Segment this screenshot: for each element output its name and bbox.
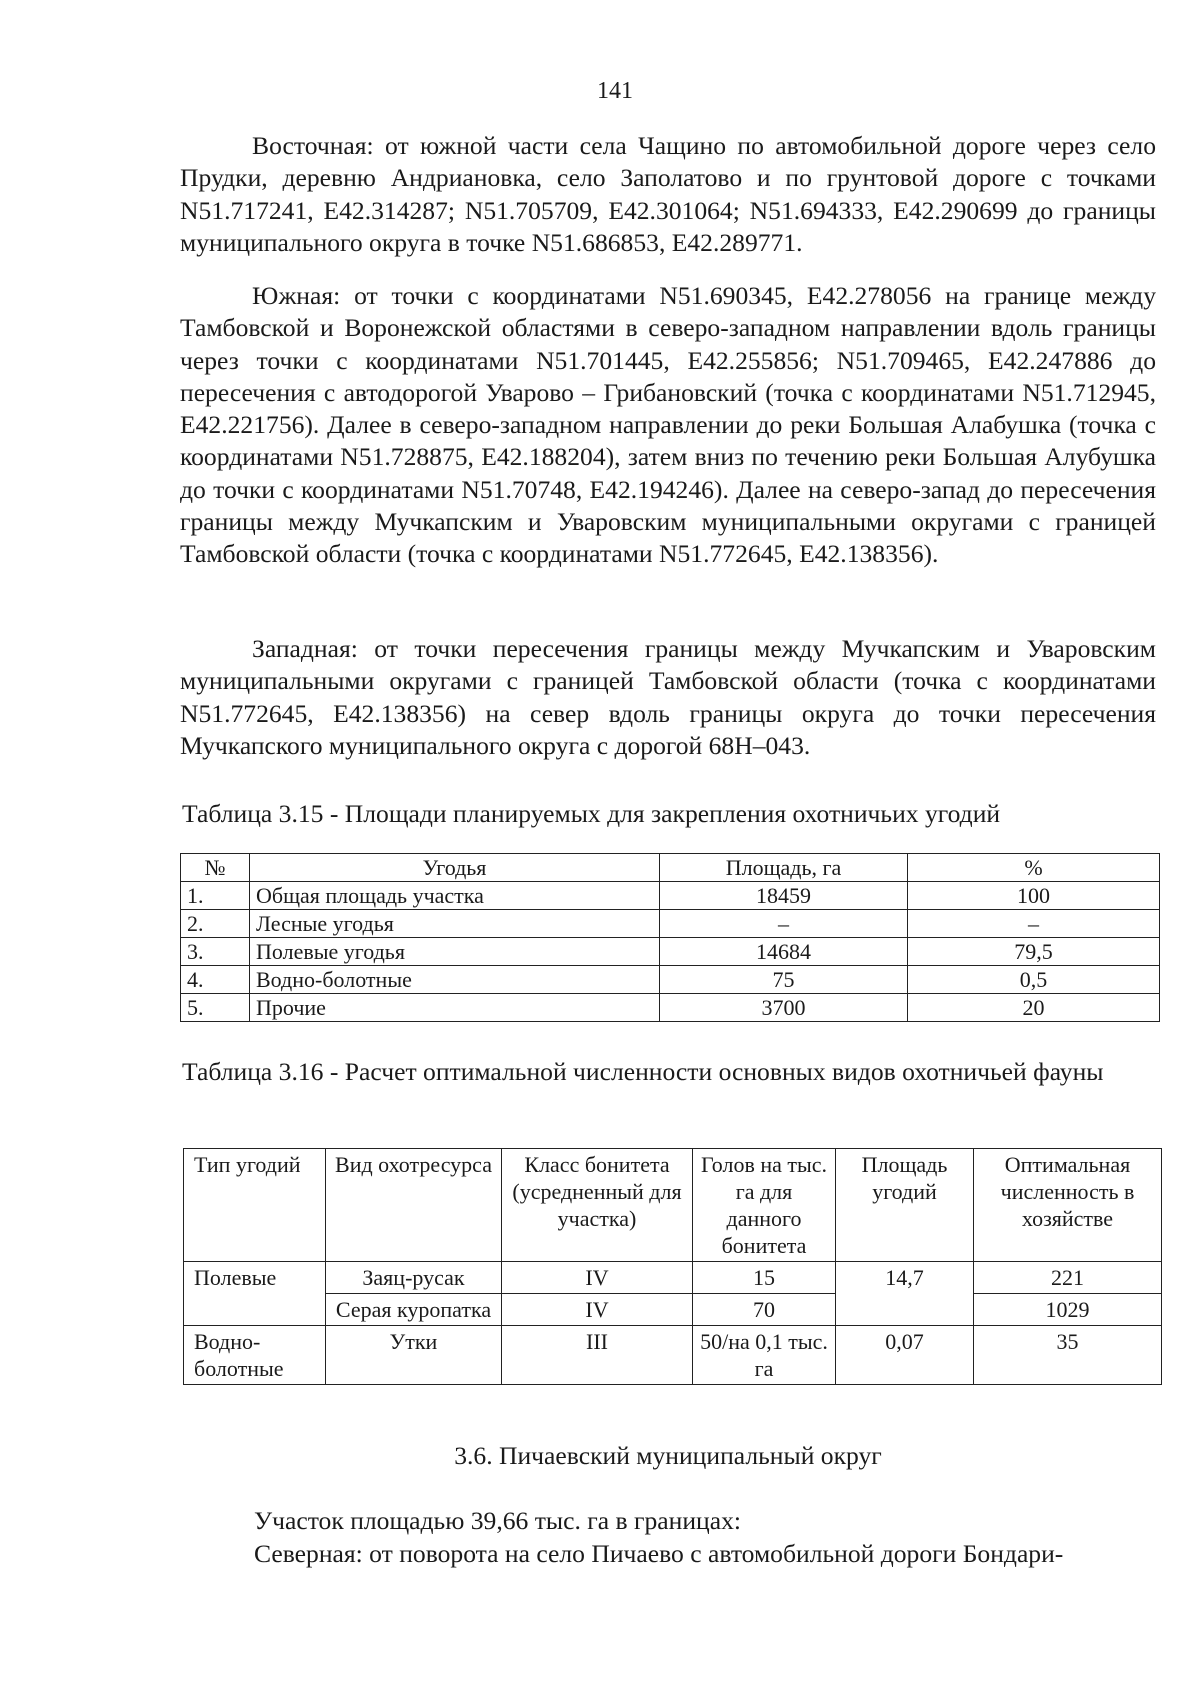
table-row bbox=[181, 882, 1160, 910]
row-number: 3. bbox=[181, 938, 250, 966]
header-cell: № bbox=[181, 854, 250, 882]
table-row bbox=[184, 1326, 1162, 1385]
area-value: 75 bbox=[660, 966, 908, 994]
eastern-boundary-paragraph: Восточная: от южной части села Чащино по автомобильной дороге через село Прудки, деревню Андриановка, село Заполатово и по грунтовой дороге с точками N51.717241, E42.314287; N51.705709, E42.301064; N51.694333, E42.290699 до границы муниципального округа в точке N51.686853, E42.289771. bbox=[180, 131, 1156, 257]
percent-value: – bbox=[908, 910, 1160, 938]
area-cell: 0,07 bbox=[836, 1326, 974, 1385]
header-cell: Площадь угодий bbox=[836, 1149, 974, 1262]
page-number: 141 bbox=[597, 78, 633, 104]
table-3-16-caption: Таблица 3.16 - Расчет оптимальной численности основных видов охотничьей фауны bbox=[182, 1057, 1104, 1086]
table-row bbox=[181, 966, 1160, 994]
northern-boundary-line: Северная: от поворота на село Пичаево с автомобильной дороги Бондари- bbox=[254, 1539, 1064, 1568]
area-cell: 14,7 bbox=[836, 1262, 974, 1326]
percent-value: 79,5 bbox=[908, 938, 1160, 966]
species-cell: Утки bbox=[326, 1326, 502, 1385]
bonitet-class-cell: IV bbox=[502, 1294, 693, 1326]
header-cell: Угодья bbox=[250, 854, 660, 882]
land-type-cell: Полевые bbox=[184, 1262, 326, 1326]
bonitet-class-cell: III bbox=[502, 1326, 693, 1385]
section-intro-line: Участок площадью 39,66 тыс. га в границах: bbox=[254, 1506, 742, 1535]
percent-value: 0,5 bbox=[908, 966, 1160, 994]
table-header-row bbox=[181, 854, 1160, 882]
table-row bbox=[184, 1262, 1162, 1294]
area-value: – bbox=[660, 910, 908, 938]
bonitet-class-cell: IV bbox=[502, 1262, 693, 1294]
species-cell: Заяц-русак bbox=[326, 1262, 502, 1294]
table-3-15-caption: Таблица 3.15 - Площади планируемых для закрепления охотничьих угодий bbox=[182, 799, 1001, 828]
header-cell: Вид охотресурса bbox=[326, 1149, 502, 1262]
optimal-count-cell: 35 bbox=[974, 1326, 1162, 1385]
table-row bbox=[181, 994, 1160, 1022]
row-number: 2. bbox=[181, 910, 250, 938]
table-3-15 bbox=[180, 853, 1160, 1022]
table-3-16 bbox=[183, 1148, 1162, 1385]
land-type: Общая площадь участка bbox=[250, 882, 660, 910]
row-number: 4. bbox=[181, 966, 250, 994]
land-type: Прочие bbox=[250, 994, 660, 1022]
table-row bbox=[181, 910, 1160, 938]
header-cell: Класс бонитета (усредненный для участка) bbox=[502, 1149, 693, 1262]
percent-value: 100 bbox=[908, 882, 1160, 910]
header-cell: Голов на тыс. га для данного бонитета bbox=[693, 1149, 836, 1262]
density-cell: 15 bbox=[693, 1262, 836, 1294]
land-type-cell: Водно-болотные bbox=[184, 1326, 326, 1385]
area-value: 18459 bbox=[660, 882, 908, 910]
density-cell: 50/на 0,1 тыс. га bbox=[693, 1326, 836, 1385]
area-value: 14684 bbox=[660, 938, 908, 966]
table-row bbox=[184, 1294, 1162, 1326]
western-boundary-paragraph: Западная: от точки пересечения границы между Мучкапским и Уваровским муниципальными округами с границей Тамбовской области (точка с координатами N51.772645, E42.138356) на север вдоль границы округа до точки пересечения Мучкапского муниципального округа с дорогой 68Н–043. bbox=[180, 634, 1156, 760]
land-type: Полевые угодья bbox=[250, 938, 660, 966]
row-number: 5. bbox=[181, 994, 250, 1022]
density-cell: 70 bbox=[693, 1294, 836, 1326]
header-cell: Тип угодий bbox=[184, 1149, 326, 1262]
table-header-row bbox=[184, 1149, 1162, 1262]
header-cell: Оптимальная численность в хозяйстве bbox=[974, 1149, 1162, 1262]
species-cell: Серая куропатка bbox=[326, 1294, 502, 1326]
land-type: Лесные угодья bbox=[250, 910, 660, 938]
land-type: Водно-болотные bbox=[250, 966, 660, 994]
area-value: 3700 bbox=[660, 994, 908, 1022]
optimal-count-cell: 221 bbox=[974, 1262, 1162, 1294]
optimal-count-cell: 1029 bbox=[974, 1294, 1162, 1326]
southern-boundary-paragraph: Южная: от точки с координатами N51.690345, E42.278056 на границе между Тамбовской и Воронежской областями в северо-западном направлении вдоль границы через точки с координатами N51.701445, E42.255856; N51.709465, E42.247886 до пересечения с автодорогой Уварово – Грибановский (точка с координатами N51.712945, E42.221756). Далее в северо-западном направлении до реки Большая Алабушка (точка с координатами N51.728875, E42.188204), затем вниз по течению реки Большая Алубушка до точки с координатами N51.70748, E42.194246). Далее на северо-запад до пересечения границы между Мучкапским и Уваровским муниципальными округами с границей Тамбовской области (точка с координатами N51.772645, E42.138356). bbox=[180, 281, 1156, 569]
percent-value: 20 bbox=[908, 994, 1160, 1022]
header-cell: % bbox=[908, 854, 1160, 882]
header-cell: Площадь, га bbox=[660, 854, 908, 882]
section-title: 3.6. Пичаевский муниципальный округ bbox=[454, 1441, 882, 1470]
table-row bbox=[181, 938, 1160, 966]
row-number: 1. bbox=[181, 882, 250, 910]
